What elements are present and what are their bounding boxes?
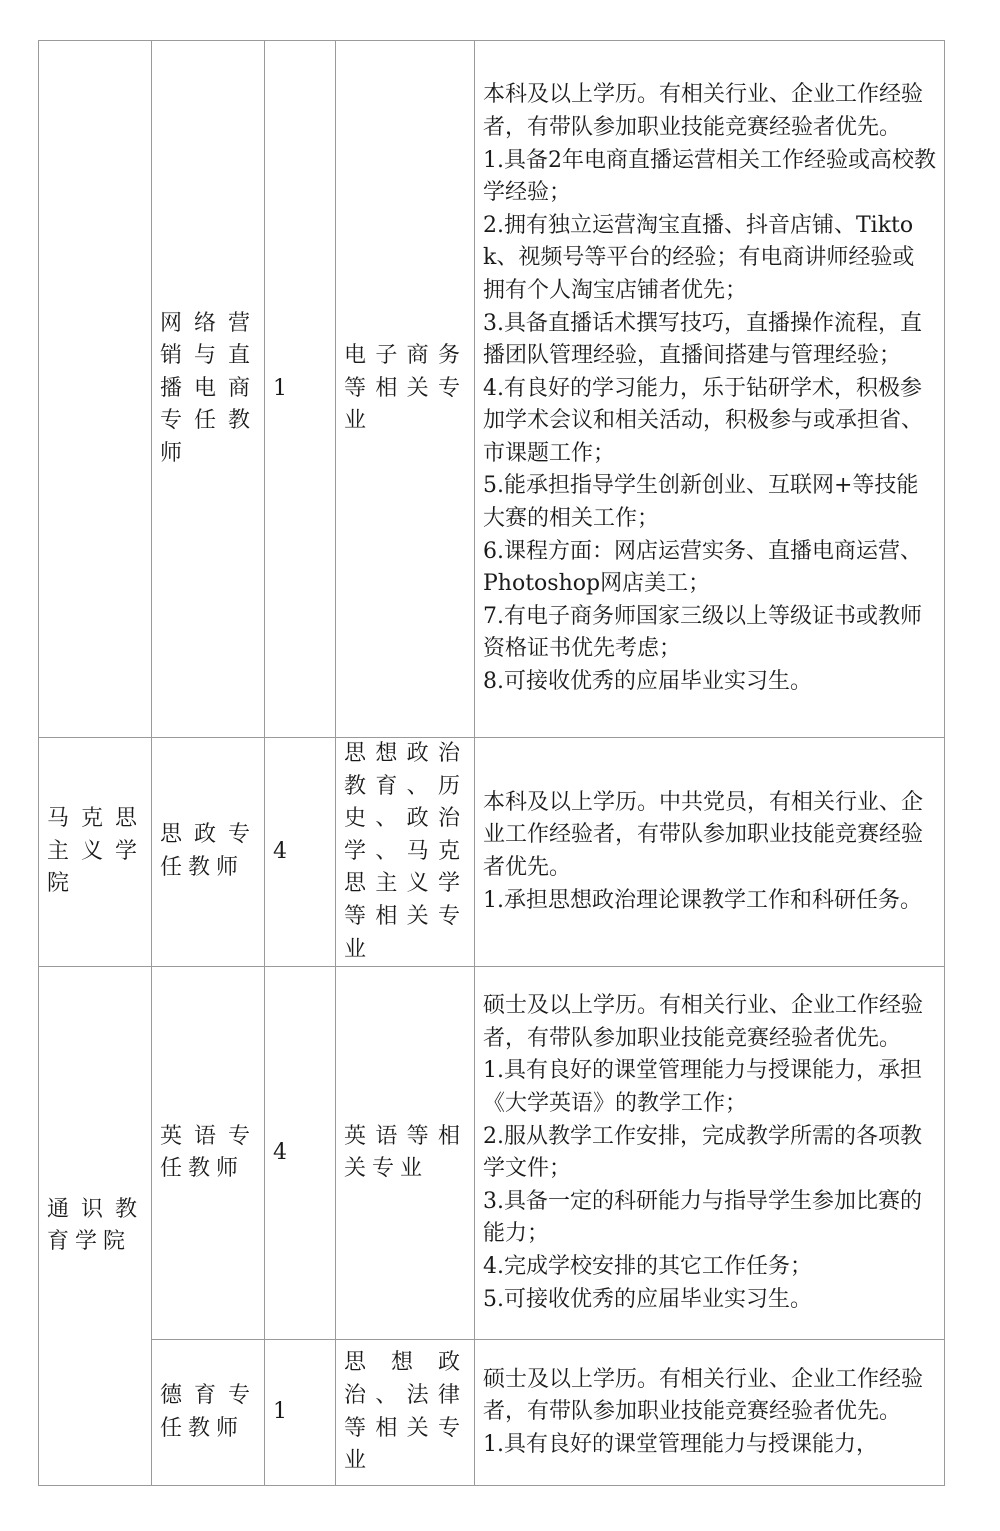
requirement-line: 6.课程方面：网店运营实务、直播电商运营、Photoshop网店美工；: [483, 538, 922, 597]
requirement-line: 5.可接收优秀的应届毕业实习生。: [483, 1286, 812, 1312]
requirement-line: 4.完成学校安排的其它工作任务；: [483, 1253, 812, 1279]
count-cell: 4: [265, 738, 336, 967]
count-cell: 4: [265, 967, 336, 1340]
major-cell: 思想政治、法律等相关专业: [336, 1340, 475, 1486]
recruitment-table: [38, 40, 945, 1486]
table-row: [39, 1340, 945, 1486]
requirement-line: 8.可接收优秀的应届毕业实习生。: [483, 669, 812, 695]
college-cell: 马克思主义学院: [39, 738, 152, 967]
requirement-line: 1.承担思想政治理论课教学工作和科研任务。: [483, 887, 922, 913]
requirement-line: 1.具备2年电商直播运营相关工作经验或高校教学经验；: [483, 147, 936, 206]
requirement-line: 3.具备直播话术撰写技巧，直播操作流程，直播团队管理经验，直播间搭建与管理经验；: [483, 310, 922, 369]
requirement-line: 5.能承担指导学生创新创业、互联网+等技能大赛的相关工作；: [483, 473, 919, 532]
requirement-line: 硕士及以上学历。有相关行业、企业工作经验者，有带队参加职业技能竞赛经验者优先。: [483, 1366, 924, 1425]
table-row: [39, 967, 945, 1340]
table-row: [39, 738, 945, 967]
requirement-line: 7.有电子商务师国家三级以上等级证书或教师资格证书优先考虑；: [483, 603, 922, 662]
count-cell: 1: [265, 1340, 336, 1486]
requirement-line: 2.拥有独立运营淘宝直播、抖音店铺、Tiktok、视频号等平台的经验；有电商讲师经验或拥有个人淘宝店铺者优先；: [483, 212, 915, 303]
requirement-line: 1.具有良好的课堂管理能力与授课能力，: [483, 1431, 878, 1457]
college-cell: 通识教育学院: [39, 967, 152, 1486]
position-cell: 英语专任教师: [152, 967, 265, 1340]
table-row: [39, 41, 945, 738]
major-cell: 电子商务等相关专业: [336, 41, 475, 738]
count-cell: 1: [265, 41, 336, 738]
requirement-line: 4.有良好的学习能力，乐于钻研学术，积极参加学术会议和相关活动，积极参与或承担省、市课题工作；: [483, 375, 924, 466]
requirements-cell: [475, 1340, 945, 1486]
requirements-cell: [475, 41, 945, 738]
requirements-cell: [475, 738, 945, 967]
requirement-line: 1.具有良好的课堂管理能力与授课能力，承担《大学英语》的教学工作；: [483, 1058, 922, 1116]
requirement-line: 3.具备一定的科研能力与指导学生参加比赛的能力；: [483, 1188, 922, 1247]
requirement-line: 2.服从教学工作安排，完成教学所需的各项教学文件；: [483, 1123, 922, 1182]
position-cell: 网络营销与直播电商专任教师: [152, 41, 265, 738]
requirement-line: 本科及以上学历。有相关行业、企业工作经验者，有带队参加职业技能竞赛经验者优先。: [483, 82, 924, 140]
major-cell: 思想政治教育、历史、政治学、马克思主义学等相关专业: [336, 738, 475, 967]
position-cell: 思政专任教师: [152, 738, 265, 967]
requirement-line: 本科及以上学历。中共党员，有相关行业、企业工作经验者，有带队参加职业技能竞赛经验者优先。: [483, 789, 924, 881]
major-cell: 英语等相关专业: [336, 967, 475, 1340]
college-cell: [39, 41, 152, 738]
position-cell: 德育专任教师: [152, 1340, 265, 1486]
requirements-cell: [475, 967, 945, 1340]
requirement-line: 硕士及以上学历。有相关行业、企业工作经验者，有带队参加职业技能竞赛经验者优先。: [483, 993, 924, 1051]
